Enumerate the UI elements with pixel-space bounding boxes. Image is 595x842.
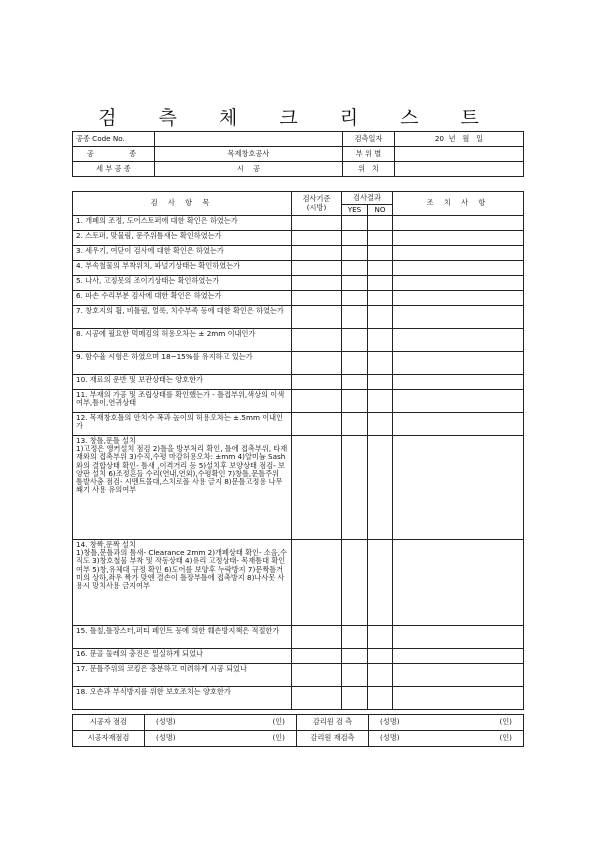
- checklist-row: [73, 276, 524, 291]
- no-cell[interactable]: [368, 231, 393, 246]
- action-cell[interactable]: [393, 246, 524, 261]
- page-title: 검 측 체 크 리 스 트: [98, 107, 497, 129]
- sign-table: [72, 714, 524, 747]
- checklist-item-text: 18. 오손과 부식방지를 위한 보호조치는 양호한가: [73, 687, 292, 710]
- standard-cell[interactable]: [292, 306, 342, 329]
- contractor-rep-signature[interactable]: [145, 731, 297, 747]
- yes-cell[interactable]: [342, 276, 368, 291]
- checklist-row: [73, 306, 524, 329]
- yes-cell[interactable]: [342, 375, 368, 390]
- checklist-item-text: 4. 부속철물의 부착위치, 파널기상태는 확인하였는가: [73, 261, 292, 276]
- yes-cell[interactable]: [342, 216, 368, 231]
- checklist-item-text: 17. 문틀주위의 코킹은 충분하고 미려하게 시공 되었나: [73, 664, 292, 687]
- supervisor-rep-label: 감리원 재검측: [297, 731, 369, 747]
- kind-value: 목제창호공사: [155, 147, 343, 162]
- supervisor-rep-seal: (인): [499, 733, 512, 743]
- checklist-item-text: 3. 세우기, 여닫이 검사에 대한 확인은 하였는가: [73, 246, 292, 261]
- yes-cell[interactable]: [342, 687, 368, 710]
- detail-value: 시 공: [155, 162, 343, 177]
- action-cell[interactable]: [393, 626, 524, 649]
- action-cell[interactable]: [393, 276, 524, 291]
- no-cell[interactable]: [368, 246, 393, 261]
- checklist-row: [73, 664, 524, 687]
- header-yes: YES: [342, 205, 368, 216]
- standard-cell[interactable]: [292, 687, 342, 710]
- no-cell[interactable]: [368, 687, 393, 710]
- action-cell[interactable]: [393, 540, 524, 626]
- supervisor-label: 감리원 검 측: [297, 715, 369, 731]
- standard-cell[interactable]: [292, 664, 342, 687]
- header-item: 검 사 항 목: [73, 192, 292, 216]
- supervisor-rep-signature[interactable]: [369, 731, 524, 747]
- no-cell[interactable]: [368, 390, 393, 413]
- yes-cell[interactable]: [342, 246, 368, 261]
- no-cell[interactable]: [368, 261, 393, 276]
- checklist-item-text: 15. 틀칠,틀장스터,퍼티 페인트 등에 의한 훼손방지책은 적절한가: [73, 626, 292, 649]
- checklist-item-text: 11. 부재의 가공 및 조립상태를 확인했는가 - 틀접부위,색상의 이색여부,틈이,연귀상태: [73, 390, 292, 413]
- standard-cell[interactable]: [292, 413, 342, 436]
- checklist-row: [73, 329, 524, 352]
- checklist-row: [73, 413, 524, 436]
- checklist-item-text: 6. 파손 수리부분 검사에 대한 확인은 하였는가: [73, 291, 292, 306]
- yes-cell[interactable]: [342, 306, 368, 329]
- header-result: 검사결과: [342, 192, 393, 205]
- info-table: [72, 131, 524, 177]
- standard-cell[interactable]: [292, 276, 342, 291]
- standard-cell[interactable]: [292, 436, 342, 540]
- action-cell[interactable]: [393, 216, 524, 231]
- no-cell[interactable]: [368, 375, 393, 390]
- standard-cell[interactable]: [292, 649, 342, 664]
- supervisor-rep-name: (성명): [380, 733, 400, 743]
- code-label: 공종 Code No.: [73, 132, 155, 147]
- action-cell[interactable]: [393, 231, 524, 246]
- checklist-row: [73, 626, 524, 649]
- contractor-rep-seal: (인): [272, 733, 285, 743]
- no-cell[interactable]: [368, 413, 393, 436]
- no-cell[interactable]: [368, 540, 393, 626]
- yes-cell[interactable]: [342, 436, 368, 540]
- yes-cell[interactable]: [342, 626, 368, 649]
- yes-cell[interactable]: [342, 329, 368, 352]
- location-value[interactable]: [395, 147, 524, 162]
- checklist-item-text: 9. 함수율 시험은 하였으며 18~15%를 유지하고 있는가: [73, 352, 292, 375]
- yes-cell[interactable]: [342, 664, 368, 687]
- no-cell[interactable]: [368, 626, 393, 649]
- yes-cell[interactable]: [342, 540, 368, 626]
- checklist-row: [73, 231, 524, 246]
- checklist-item-text: 2. 스토퍼, 맞물림, 문주위틈새는 확인하였는가: [73, 231, 292, 246]
- contractor-label: 시공자 점검: [73, 715, 145, 731]
- checklist-row: [73, 261, 524, 276]
- header-action: 조 치 사 항: [393, 192, 524, 216]
- yes-cell[interactable]: [342, 413, 368, 436]
- standard-cell[interactable]: [292, 329, 342, 352]
- checklist-item-text: 13. 창틀,문틀 설치 1)고정은 앵커설치 점검 2)틀을 방부처리 확인, 틀에 접촉부위, 타재재와의 접촉부위 3)수직,수평 마감허용오차: ±mm 4)알미늄 Sash와의 결합상태 확인- 틈새 ,이격거리 등 5)설치후 보양상태 점검- 보양판 설치 6)조정흔들 수리(연내,연외),수평확인 7)창틀,문틀주위 틈발사춤 점검- 시멘트몰대,스치로폴 사용 금지 8)문틀고정용 나무쐐기 사용 유의여부: [73, 436, 292, 540]
- checklist-row: [73, 246, 524, 261]
- no-cell[interactable]: [368, 276, 393, 291]
- no-cell[interactable]: [368, 306, 393, 329]
- checklist-row: [73, 436, 524, 540]
- checklist-row: [73, 649, 524, 664]
- no-cell[interactable]: [368, 216, 393, 231]
- checklist-item-text: 16. 문골 둘레의 충진은 밀실하게 되었나: [73, 649, 292, 664]
- checklist-row: [73, 352, 524, 375]
- action-cell[interactable]: [393, 352, 524, 375]
- standard-cell[interactable]: [292, 352, 342, 375]
- checklist-item-text: 5. 나사, 고정못의 조이기상태는 확인하였는가: [73, 276, 292, 291]
- checklist-table: [72, 191, 524, 710]
- action-cell[interactable]: [393, 329, 524, 352]
- contractor-signature[interactable]: [145, 715, 297, 731]
- action-cell[interactable]: [393, 375, 524, 390]
- contractor-rep-label: 시공자재점검: [73, 731, 145, 747]
- yes-cell[interactable]: [342, 352, 368, 375]
- checklist-item-text: 7. 창호지의 휨, 비틀림, 얼룩, 치수부족 등에 대한 확인은 하였는가: [73, 306, 292, 329]
- date-label: 검측일자: [343, 132, 395, 147]
- action-cell[interactable]: [393, 261, 524, 276]
- date-value[interactable]: 20 년 월 일: [395, 132, 524, 147]
- contractor-name: (성명): [156, 717, 176, 727]
- action-cell[interactable]: [393, 291, 524, 306]
- checklist-item-text: 14. 창짝,문짝 설치 1)창틀,문틀과의 틈새- Clearance 2mm 2)개폐상태 확인- 소음,수직도 3)창호철물 부착 및 작동상태 4)유리 고정상태- 목재틈대 확인여부 5)창,유체대 규정 확인 6)도어를 보양후 누락방지 7)문짝틀거미의 상하,좌우 짝가 맞엔 결손이 틀장부틀에 접촉방지 8)나사못 사용시 망치사용 금지여부: [73, 540, 292, 626]
- checklist-row: [73, 291, 524, 306]
- action-cell[interactable]: [393, 664, 524, 687]
- code-value[interactable]: [155, 132, 343, 147]
- checklist-row: [73, 687, 524, 710]
- contractor-rep-name: (성명): [156, 733, 176, 743]
- checklist-row: [73, 375, 524, 390]
- yes-cell[interactable]: [342, 390, 368, 413]
- checklist-row: [73, 540, 524, 626]
- location-label: 부 위 별: [343, 147, 395, 162]
- yes-cell[interactable]: [342, 231, 368, 246]
- checklist-row: [73, 216, 524, 231]
- action-cell[interactable]: [393, 649, 524, 664]
- yes-cell[interactable]: [342, 291, 368, 306]
- yes-cell[interactable]: [342, 649, 368, 664]
- action-cell[interactable]: [393, 390, 524, 413]
- no-cell[interactable]: [368, 291, 393, 306]
- no-cell[interactable]: [368, 664, 393, 687]
- position-value[interactable]: [395, 162, 524, 177]
- supervisor-name: (성명): [380, 717, 400, 727]
- action-cell[interactable]: [393, 687, 524, 710]
- standard-cell[interactable]: [292, 626, 342, 649]
- action-cell[interactable]: [393, 306, 524, 329]
- no-cell[interactable]: [368, 352, 393, 375]
- no-cell[interactable]: [368, 436, 393, 540]
- action-cell[interactable]: [393, 436, 524, 540]
- standard-cell[interactable]: [292, 246, 342, 261]
- yes-cell[interactable]: [342, 261, 368, 276]
- checklist-item-text: 10. 재료의 운반 및 보관상태는 양호한가: [73, 375, 292, 390]
- kind-label: 공 종: [73, 147, 155, 162]
- standard-cell[interactable]: [292, 231, 342, 246]
- supervisor-signature[interactable]: [369, 715, 524, 731]
- standard-cell[interactable]: [292, 261, 342, 276]
- no-cell[interactable]: [368, 329, 393, 352]
- header-no: NO: [368, 205, 393, 216]
- header-standard: 검사기준 (시방): [292, 192, 342, 216]
- action-cell[interactable]: [393, 413, 524, 436]
- contractor-seal: (인): [272, 717, 285, 727]
- checklist-item-text: 12. 목재창호틀의 안치수 폭과 높이의 허용오차는 ±.5mm 이내인가: [73, 413, 292, 436]
- checklist-item-text: 1. 개폐의 조정, 도어스토퍼에 대한 확인은 하였는가: [73, 216, 292, 231]
- no-cell[interactable]: [368, 649, 393, 664]
- checklist-row: [73, 390, 524, 413]
- standard-cell[interactable]: [292, 375, 342, 390]
- detail-label: 세 부 공 종: [73, 162, 155, 177]
- standard-cell[interactable]: [292, 540, 342, 626]
- checklist-item-text: 8. 시공에 필요한 먹메김의 허용오차는 ± 2mm 이내인가: [73, 329, 292, 352]
- standard-cell[interactable]: [292, 291, 342, 306]
- position-label: 위 치: [343, 162, 395, 177]
- supervisor-seal: (인): [499, 717, 512, 727]
- standard-cell[interactable]: [292, 390, 342, 413]
- standard-cell[interactable]: [292, 216, 342, 231]
